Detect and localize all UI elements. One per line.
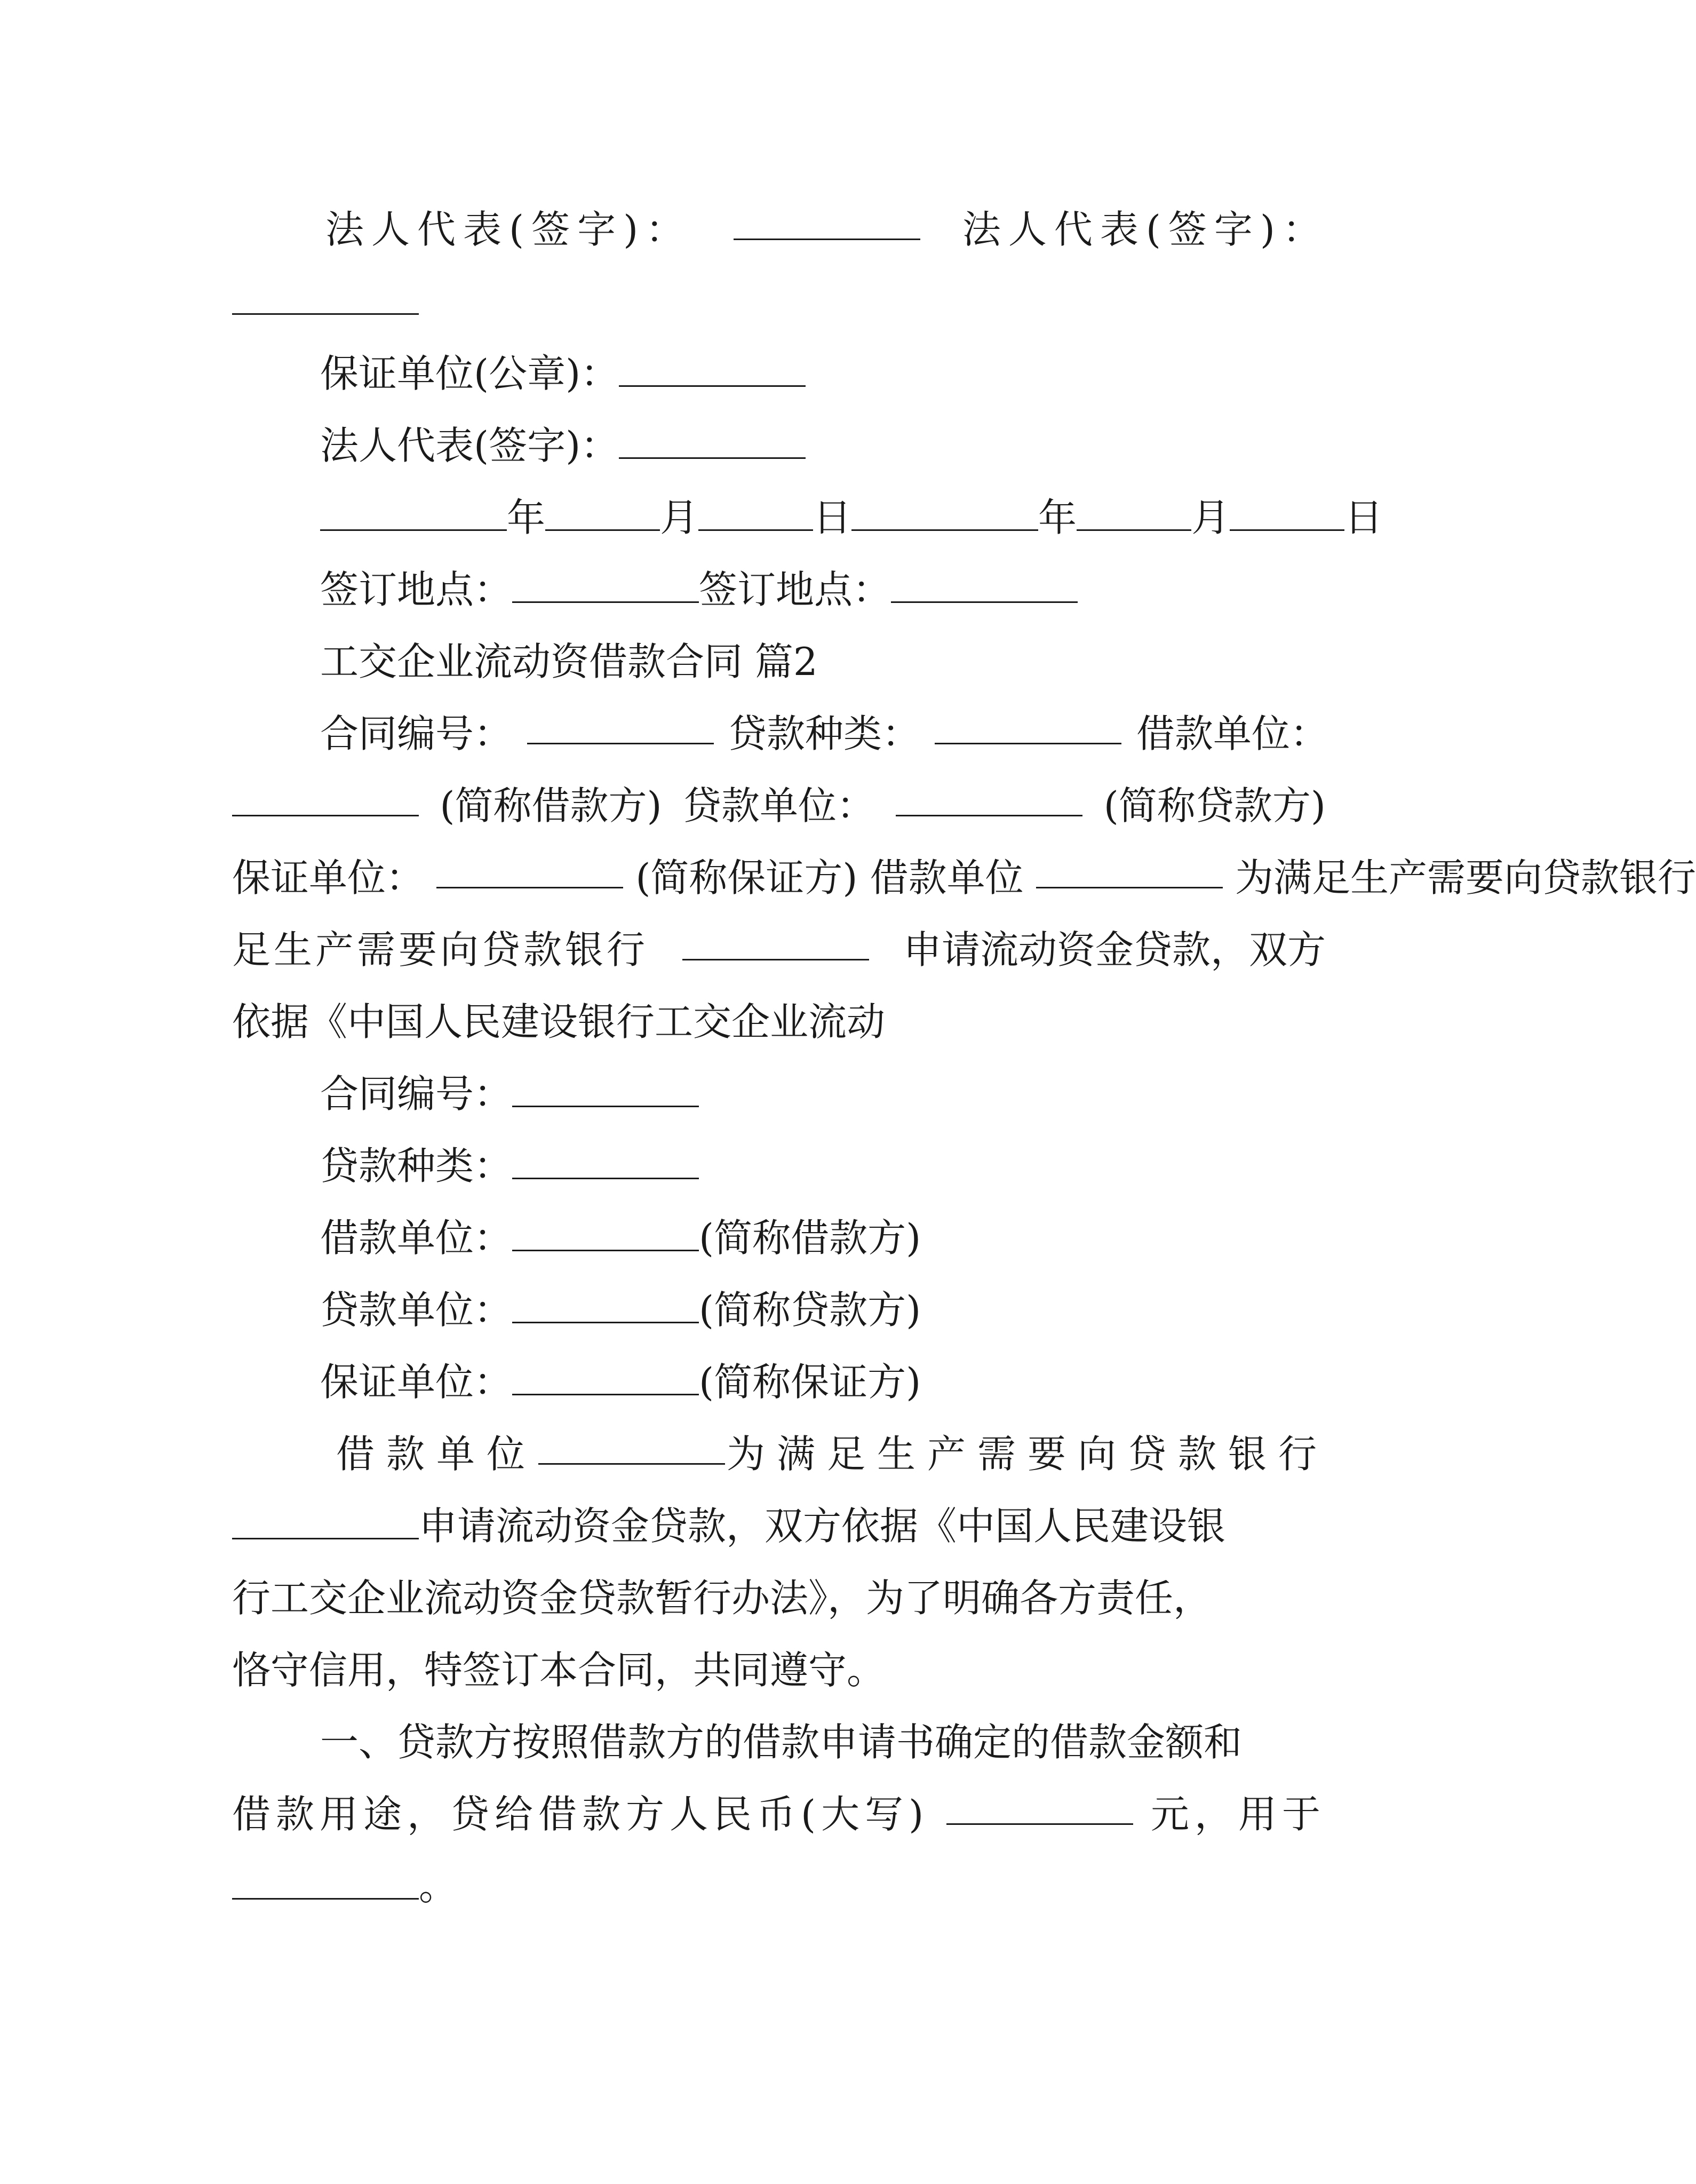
section-title (320, 638, 1328, 686)
field-loan-type (320, 1142, 1328, 1190)
date-row (320, 494, 1383, 542)
loan-type-label: 贷款种类： (320, 1143, 513, 1188)
legal-rep-label-left: 法人代表(签字)： (325, 207, 692, 252)
preamble-apply-text: 申请流动资金贷款，双方依据《中国人民建设银 (419, 1504, 1226, 1548)
summary-loan-type-label: 贷款种类： (728, 711, 920, 756)
field-lender (320, 1286, 1328, 1334)
clause1-text-3: 元，用于 (1150, 1792, 1326, 1837)
day-blank-left[interactable] (698, 496, 813, 531)
year-label-right: 年 (1038, 495, 1077, 540)
day-label-right: 日 (1344, 495, 1383, 540)
month-label-right: 月 (1191, 495, 1230, 540)
sign-place-label-left: 签订地点： (320, 567, 513, 612)
summary-guarantor-short: (简称保证方) (635, 855, 858, 900)
summary-line-1 (320, 710, 1328, 758)
guarantor-short: (简称保证方) (699, 1360, 921, 1404)
field-borrower (320, 1214, 1328, 1262)
summary-borrower-unit-text: 借款单位 (870, 855, 1024, 900)
clause1-text-2: 借款用途，贷给借款方人民币(大写) (232, 1792, 929, 1837)
summary-borrower-short: (简称借款方) (440, 783, 662, 828)
day-label-left: 日 (813, 495, 852, 540)
guarantor-label: 保证单位： (320, 1360, 513, 1404)
summary-basis-text: 依据《中国人民建设银行工交企业流动 (232, 999, 886, 1044)
clause1-line-2 (232, 1790, 1326, 1838)
guarantor-legal-rep-label: 法人代表(签字)： (320, 423, 619, 468)
summary-purpose-text: 为满足生产需要向贷款银行 (1235, 855, 1696, 900)
month-blank-right[interactable] (1077, 496, 1191, 531)
preamble-line-4 (232, 1646, 1326, 1694)
legal-rep-blank-right[interactable] (232, 280, 419, 315)
preamble-line-1 (336, 1430, 1328, 1478)
loan-type-blank[interactable] (512, 1145, 699, 1179)
summary-line-2 (232, 782, 1326, 830)
sign-place-blank-left[interactable] (512, 568, 699, 603)
clause1-amount-blank[interactable] (946, 1790, 1133, 1825)
guarantor-seal-row (320, 350, 1328, 398)
preamble-closing-text: 恪守信用，特签订本合同，共同遵守。 (232, 1648, 886, 1693)
summary-lender-label: 贷款单位： (682, 783, 875, 828)
summary-guarantor-blank[interactable] (436, 854, 623, 888)
year-blank-right[interactable] (851, 496, 1038, 531)
guarantor-blank[interactable] (512, 1361, 699, 1395)
summary-borrower-label: 借款单位： (1136, 711, 1328, 756)
preamble-line-3 (232, 1574, 1326, 1622)
guarantor-legal-rep-row (320, 422, 1328, 470)
borrower-label: 借款单位： (320, 1216, 513, 1260)
lender-label: 贷款单位： (320, 1288, 513, 1332)
summary-apply-text: 申请流动资金贷款，双方 (903, 927, 1326, 972)
preamble-borrower-unit: 借款单位 (336, 1432, 537, 1476)
summary-line-3 (232, 854, 1696, 902)
borrower-short: (简称借款方) (699, 1216, 921, 1260)
legal-rep-label-right: 法人代表(签字)： (962, 207, 1328, 252)
month-label-left: 月 (660, 495, 699, 540)
preamble-line-2 (232, 1502, 1326, 1550)
section-title-text: 工交企业流动资借款合同 篇2 (320, 639, 818, 684)
lender-short: (简称贷款方) (699, 1288, 921, 1332)
summary-contract-no-label: 合同编号： (320, 711, 513, 756)
summary-purpose-continued: 足生产需要向贷款银行 (232, 927, 649, 972)
clause1-purpose-blank[interactable] (232, 1865, 419, 1900)
clause1-period: 。 (419, 1864, 458, 1909)
clause1-line-3 (232, 1862, 1326, 1910)
lender-blank[interactable] (512, 1289, 699, 1323)
summary-lender-short: (简称贷款方) (1103, 783, 1326, 828)
legal-rep-blank-continued-row (232, 277, 1326, 325)
legal-rep-blank-left[interactable] (734, 205, 920, 240)
contract-no-blank[interactable] (512, 1073, 699, 1107)
year-blank-left[interactable] (320, 496, 507, 531)
guarantor-seal-blank[interactable] (619, 352, 806, 387)
year-label-left: 年 (507, 495, 546, 540)
field-contract-no (320, 1070, 1328, 1118)
sign-place-row (320, 566, 1328, 614)
summary-bank-blank[interactable] (682, 926, 869, 960)
summary-loan-type-blank[interactable] (935, 710, 1121, 744)
month-blank-left[interactable] (545, 496, 660, 531)
legal-rep-signature-row (325, 205, 1328, 253)
clause1-line-1 (320, 1718, 1328, 1766)
contract-no-label: 合同编号： (320, 1071, 513, 1116)
summary-line-5 (232, 998, 1326, 1046)
preamble-borrower-blank[interactable] (538, 1430, 725, 1465)
sign-place-label-right: 签订地点： (699, 567, 891, 612)
borrower-blank[interactable] (512, 1217, 699, 1251)
summary-borrower-blank[interactable] (232, 782, 419, 816)
summary-lender-blank[interactable] (896, 782, 1082, 816)
summary-guarantor-label: 保证单位： (232, 855, 425, 900)
preamble-responsibility-text: 行工交企业流动资金贷款暂行办法》，为了明确各方责任， (232, 1576, 1212, 1621)
summary-borrower-unit-blank[interactable] (1036, 854, 1223, 888)
day-blank-right[interactable] (1230, 496, 1344, 531)
clause1-text-1: 一、贷款方按照借款方的借款申请书确定的借款金额和 (320, 1720, 1243, 1765)
preamble-purpose: 为满足生产需要向贷款银行 (726, 1432, 1328, 1476)
summary-line-4 (232, 926, 1326, 974)
guarantor-seal-label: 保证单位(公章)： (320, 351, 619, 396)
sign-place-blank-right[interactable] (891, 568, 1078, 603)
guarantor-legal-rep-blank[interactable] (619, 424, 806, 459)
field-guarantor (320, 1358, 1328, 1406)
summary-contract-no-blank[interactable] (527, 710, 714, 744)
preamble-bank-blank[interactable] (232, 1505, 419, 1539)
